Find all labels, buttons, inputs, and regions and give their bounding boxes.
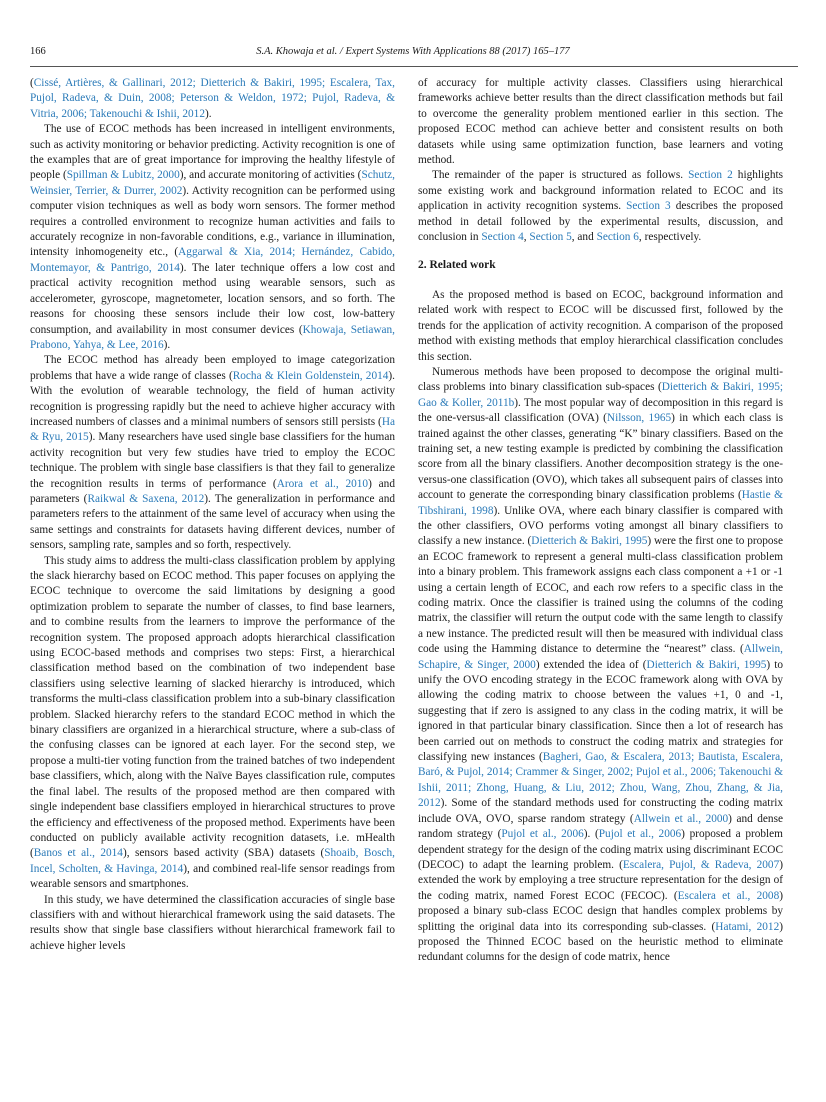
citation-link[interactable]: Nilsson, 1965	[606, 412, 672, 425]
citation-link[interactable]: Arora et al., 2010	[276, 477, 369, 490]
text-run: ) proposed a binary sub-class ECOC design that handles complex problems by splitting the original data into its corresponding sub-classes. (	[418, 889, 783, 933]
paragraph	[30, 76, 395, 122]
text-run: highlights some existing work and background information related to ECOC and its application in activity recognition systems.	[418, 169, 783, 213]
text-run: ) extended the work by employing a tree structure representation for the design of the coding matrix, named Forest ECOC (FECOC). (	[418, 858, 783, 902]
running-title: S.A. Khowaja et al. / Expert Systems With Applications 88 (2017) 165–177	[256, 46, 570, 57]
text-run: ) and parameters (	[30, 477, 395, 505]
text-run: This study aims to address the multi-class classification problem by applying the slack hierarchy based on ECOC method. This paper focuses on applying the ECOC technique to overcome the said limitations by designing a good optimization problem to separate the number of classes, to find base learners, and to combine results from the learners to improve the performance of the recognition system. The proposed approach adopts hierarchical classification using ECOC-based methods and comprises two steps: First, a hierarchical classification method based on the combination of two independent base classifiers using selective learning of slacked hierarchy is introduced, which transforms the multi-class classification problem into a sub-binary classification problem. Slacked hierarchy refers to the standard ECOC method in which the binary classifiers are organized in a hierarchical structure, where a sub-class of the confusing classes can be ignored at each layer. For the second step, we propose a multi-tier voting function from the trained batches of two independent base classifiers, which, along with the Naïve Bayes classification rule, computes the final label. The results of the proposed method are then compared with single independent base classifiers employed in hierarchical structures to prove the efficiency and effectiveness of the proposed method. Experiments have been conducted on publicly available activity recognition datasets, i.e. mHealth (	[30, 554, 395, 860]
text-run: ). Some of the standard methods used for constructing the coding matrix include OVA, OVO, sparse random strategy (	[418, 797, 783, 825]
text-run: describes the proposed method in detail followed by the experimental results, discussion, and conclusion in	[418, 200, 784, 244]
citation-link[interactable]: Cissé, Artières, & Gallinari, 2012; Dietterich & Bakiri, 1995; Escalera, Tax, Pujol, Radeva, & Duin, 2008; Peterson & Weldon, 1972; Pujol, Radeva, & Vitria, 2006; Takenouchi & Ishii, 2012	[30, 77, 395, 120]
citation-link[interactable]: Spillman & Lubitz, 2000	[66, 169, 180, 182]
citation-link[interactable]: Escalera, Pujol, & Radeva, 2007	[622, 858, 780, 871]
text-run: ) in which each class is trained against the other classes, generating “K” binary classifiers. Based on the training set, a new testing example is predicted by combining the classification score from all the binary classifiers. Another decomposition strategy is the one-versus-one classification (OVO), which takes all subsequent pairs of classes into account to generate the corresponding binary classification problems (	[418, 412, 783, 502]
text-run: , respectively.	[638, 231, 702, 244]
citation-link[interactable]: Section 3	[626, 200, 671, 213]
citation-link[interactable]: Pujol et al., 2006	[501, 828, 584, 841]
paragraph	[418, 288, 783, 365]
citation-link[interactable]: Allwein, Schapire, & Singer, 2000	[418, 643, 783, 671]
citation-link[interactable]: Section 2	[688, 169, 733, 182]
citation-link[interactable]: Section 4	[481, 231, 524, 244]
left-column	[30, 76, 395, 954]
text-run: ), and combined real-life sensor readings from wearable sensors and smartphones.	[30, 862, 395, 891]
citation-link[interactable]: Raikwal & Saxena, 2012	[87, 492, 205, 505]
citation-link[interactable]: Dietterich & Bakiri, 1995; Gao & Koller, 2011b	[418, 381, 783, 409]
text-run: ). Unlike OVA, where each binary classifier is compared with the other classifiers, OVO performs voting amongst all binary classifiers to classify a new instance. (	[418, 504, 783, 548]
text-run: ) extended the idea of (	[535, 658, 647, 671]
citation-link[interactable]: Section 5	[529, 231, 572, 244]
text-run: ). The later technique offers a low cost and practical activity recognition method using wearable sensors, such as accelerometer, gyroscope, magnetometer, location sensors, and so forth. The reasons for choosing these sensors include their low cost, low-battery consumption, and availability in most consumer devices (	[30, 261, 395, 336]
section-heading: 2. Related work	[418, 259, 496, 272]
citation-link[interactable]: Pujol et al., 2006	[598, 828, 682, 841]
citation-link[interactable]: Allwein et al., 2000	[633, 812, 729, 825]
text-run: The remainder of the paper is structured as follows.	[432, 169, 689, 182]
paragraph	[30, 554, 395, 893]
text-run: ).	[204, 107, 212, 120]
page-header	[0, 46, 826, 62]
text-run: In this study, we have determined the classification accuracies of single base classifiers with and without hierarchical framework using the said datasets. The results show that single base classifiers without hierarchical framework fail to achieve higher levels	[30, 893, 395, 952]
page-number: 166	[30, 46, 46, 57]
text-run: ) proposed the Thinned ECOC based on the heuristic method to eliminate redundant columns for the design of code matrix, hence	[418, 920, 783, 964]
text-run: ,	[523, 231, 530, 244]
text-run: The use of ECOC methods has been increased in intelligent environments, such as activity monitoring or behavior predicting. Activity recognition is one of the examples that are of great importance for improving the healthy lifestyle of people (	[30, 123, 395, 182]
paragraph	[418, 365, 783, 966]
text-run: ) were the first one to propose an ECOC framework to represent a general multi-class classification problem into a binary problem. This framework assigns each class component a +1 or -1 using a certain length of ECOC, and each row refers to a specific class in the coding matrix. Once the classifier is trained using the columns of the coding matrix, the classifier will return the output code with the same length to classify a new instance. The predicted result will then be measured with individual class code using the Hamming distance to determine the “nearest” class. (	[418, 535, 783, 656]
citation-link[interactable]: Khowaja, Setiawan, Prabono, Yahya, & Lee, 2016	[30, 323, 395, 351]
paragraph	[418, 168, 783, 245]
citation-link[interactable]: Dietterich & Bakiri, 1995	[646, 658, 767, 671]
text-run: The ECOC method has already been employed to image categorization problems that have a wide range of classes (	[30, 354, 395, 382]
text-run: ). The most popular way of decomposition in this regard is the one-versus-all classification (OVA) (	[418, 396, 783, 425]
text-run: Numerous methods have been proposed to decompose the original multi-class problems into binary classification sub-spaces (	[418, 365, 783, 394]
citation-link[interactable]: Dietterich & Bakiri, 1995	[531, 535, 648, 548]
text-run: ).	[163, 338, 171, 351]
citation-link[interactable]: Bagheri, Gao, & Escalera, 2013; Bautista, Escalera, Baró, & Pujol, 2014; Crammer & Singer, 2002; Pujol et al., 2006; Takenouchi & Ishii, 2011; Zhong, Huang, & Liu, 2012; Zhou, Wang, Zhou, Zhang, & Jia, 2012	[418, 751, 783, 810]
citation-link[interactable]: Aggarwal & Xia, 2014; Hernández, Cabido, Montemayor, & Pantrigo, 2014	[30, 246, 395, 274]
text-run: of accuracy for multiple activity classes. Classifiers using hierarchical frameworks achieve better results than the direct classification methods but fail to overcome the generality problem mentioned earlier in this section. The proposed ECOC method can achieve better and consistent results on both datasets while using same optimization function, base learners and voting method.	[418, 77, 783, 167]
header-rule	[30, 66, 798, 67]
citation-link[interactable]: Banos et al., 2014	[33, 847, 123, 860]
text-run: ), sensors based activity (SBA) datasets (	[122, 847, 325, 860]
text-run: ). Many researchers have used single base classifiers for the human activity recognition but very few studies have tried to employ the ECOC technique. The problem with single base classifiers is that they fail to generalize the recognition results in terms of performance (	[30, 431, 395, 490]
text-run: ). With the evolution of wearable technology, the field of human activity recognition is progressing rapidly but the need to achieve higher accuracy with increased numbers of classes and a minimal numbers of sensors still persists (	[30, 369, 395, 428]
text-run: ), and accurate monitoring of activities (	[179, 169, 362, 182]
paragraph	[30, 353, 395, 553]
text-run: (	[30, 77, 34, 89]
citation-link[interactable]: Escalera et al., 2008	[677, 889, 780, 902]
text-run: ). (	[583, 828, 599, 841]
paragraph	[418, 76, 783, 168]
citation-link[interactable]: Schutz, Weinsier, Terrier, & Durrer, 2002	[30, 169, 396, 197]
text-run: , and	[571, 231, 597, 244]
text-run: ). The generalization in performance and parameters refers to the attainment of the same level of accuracy when using the same settings and constraints for datasets having different devices, number of sensors, sampling rate, samples and so forth, respectively.	[30, 492, 395, 552]
text-run: ) to unify the OVO encoding strategy in the ECOC framework along with OVA by allowing the coding matrix to choose between the values +1, 0 and -1, suggesting that if zero is assigned to any class in the coding matrix, it will be ignored in that particular binary classification. Since then a lot of research has been carried out on methods to construct the coding matrix and strategies for classifying new instances (	[418, 658, 783, 764]
text-run: ). Activity recognition can be performed using computer vision techniques as well as body worn sensors. The former method requires a controlled environment to recognize human activities and fails to accurately recognize in non-favorable conditions, e.g., variance in illumination, intensity inhomogeneity etc., (	[30, 184, 395, 259]
citation-link[interactable]: Shoaib, Bosch, Incel, Scholten, & Havinga, 2014	[30, 847, 395, 875]
text-run: As the proposed method is based on ECOC, background information and related work with respect to ECOC will be discussed first, followed by the trends for the application of activity recognition. A comparison of the proposed method with existing methods that employ hierarchical classification concludes this section.	[418, 288, 783, 363]
right-column	[418, 76, 783, 966]
text-run: ) proposed a problem dependent strategy for the design of the coding matrix using discriminant ECOC (DECOC) to adapt the learning problem. (	[418, 828, 783, 871]
text-run: ) and dense random strategy (	[418, 812, 783, 841]
citation-link[interactable]: Rocha & Klein Goldenstein, 2014	[232, 369, 389, 382]
citation-link[interactable]: Ha & Ryu, 2015	[30, 415, 395, 444]
paragraph	[30, 893, 395, 955]
citation-link[interactable]: Hastie & Tibshirani, 1998	[418, 489, 783, 517]
citation-link[interactable]: Section 6	[596, 231, 639, 244]
citation-link[interactable]: Hatami, 2012	[715, 920, 780, 933]
paragraph	[30, 122, 395, 353]
